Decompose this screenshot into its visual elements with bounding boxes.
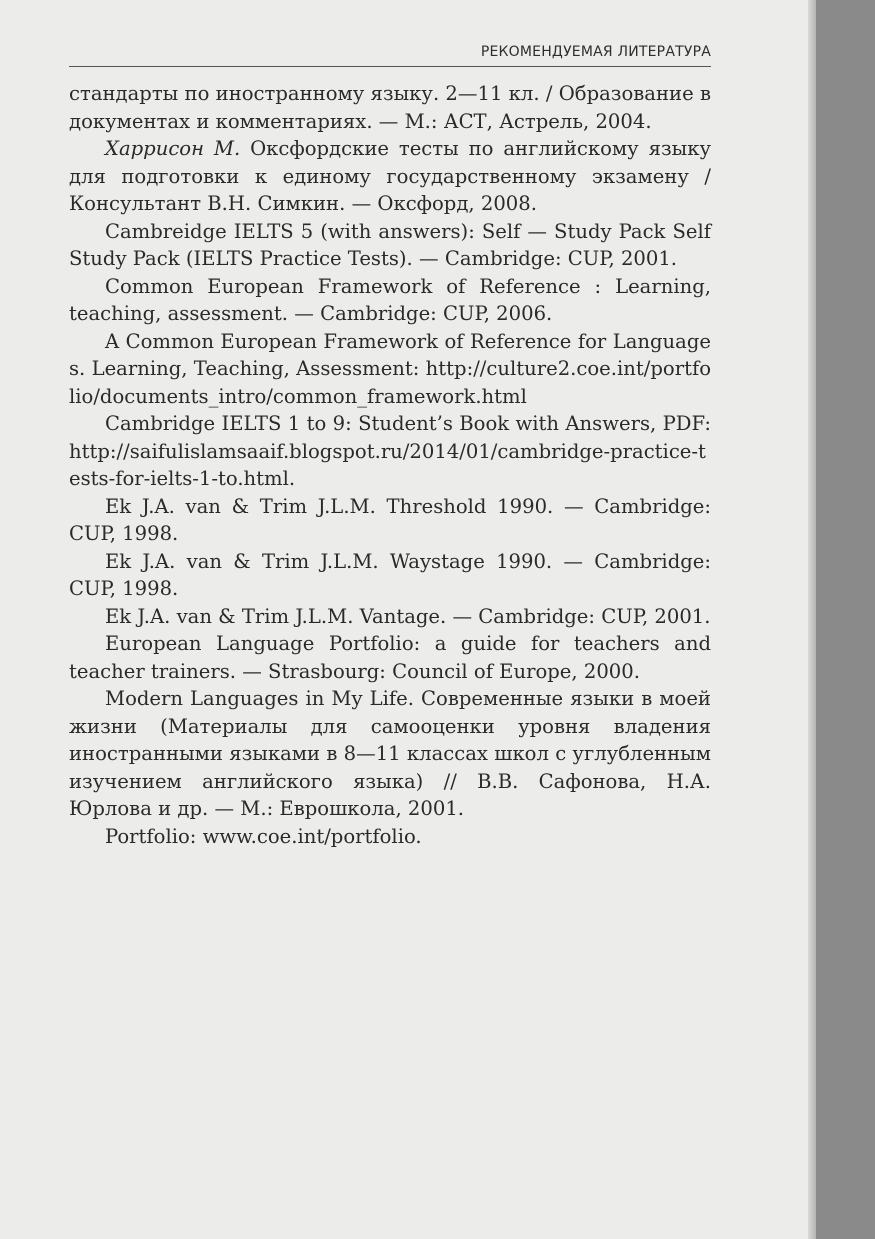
- bibliography-list: [69, 80, 711, 850]
- page-edge-shadow: [808, 0, 816, 1239]
- bibliography-entry: [69, 685, 711, 823]
- bibliography-entry: [69, 603, 711, 631]
- entry-text: Ek J.A. van & Trim J.L.M. Threshold 1990. — Cambridge: CUP, 1998.: [69, 494, 711, 545]
- entry-text: Ek J.A. van & Trim J.L.M. Vantage. — Cambridge: CUP, 2001.: [105, 604, 711, 628]
- entry-text: Cambreidge IELTS 5 (with answers): Self — Study Pack Self Study Pack (IELTS Practice Tests). — Cambridge: CUP, 2001.: [69, 219, 711, 270]
- bibliography-entry: [69, 410, 711, 493]
- entry-text: Modern Languages in My Life. Современные языки в моей жизни (Материалы для самооценки уровня владения иностранными языками в 8—11 классах школ с углубленным изучением английского языка) // В.В. Сафонова, Н.А. Юрлова и др. — М.: Еврошкола, 2001.: [69, 687, 711, 820]
- entry-text: Common European Framework of Reference : Learning, teaching, assessment. — Cambridge: CUP, 2006.: [69, 274, 711, 325]
- bibliography-entry: [69, 630, 711, 685]
- bibliography-entry: [69, 328, 711, 411]
- bibliography-entry: [69, 135, 711, 218]
- bibliography-entry: [69, 493, 711, 548]
- entry-text: European Language Portfolio: a guide for teachers and teacher trainers. — Strasbourg: Council of Europe, 2000.: [69, 632, 711, 683]
- running-head: РЕКОМЕНДУЕМАЯ ЛИТЕРАТУРА: [480, 44, 711, 60]
- bibliography-entry: [69, 80, 711, 135]
- entry-text: Portfolio: www.coe.int/portfolio.: [105, 824, 422, 848]
- entry-text: Ek J.A. van & Trim J.L.M. Waystage 1990. — Cambridge: CUP, 1998.: [69, 549, 711, 600]
- entry-text: стандарты по иностранному языку. 2—11 кл. / Образование в документах и комментариях. — М.: АСТ, Астрель, 2004.: [69, 82, 711, 133]
- bibliography-entry: [69, 218, 711, 273]
- bibliography-entry: [69, 273, 711, 328]
- entry-text: A Common European Framework of Reference for Languages. Learning, Teaching, Assessment: http://culture2.coe.int/portfolio/documents_intro/common_framework.html: [69, 329, 711, 408]
- entry-author: Харрисон М.: [105, 137, 241, 160]
- entry-text: Cambridge IELTS 1 to 9: Student’s Book with Answers, PDF: http://saifulislamsaaif.blogspot.ru/2014/01/cambridge-practice-tests-for-ielts-1-to.html.: [69, 412, 711, 490]
- header-rule: [69, 66, 711, 67]
- entry-text: Оксфордские тесты по английскому языку для подготовки к единому государственному экзамену / Консультант В.Н. Симкин. — Оксфорд, 2008.: [69, 137, 712, 215]
- bibliography-entry: [69, 823, 711, 851]
- bibliography-entry: [69, 548, 711, 603]
